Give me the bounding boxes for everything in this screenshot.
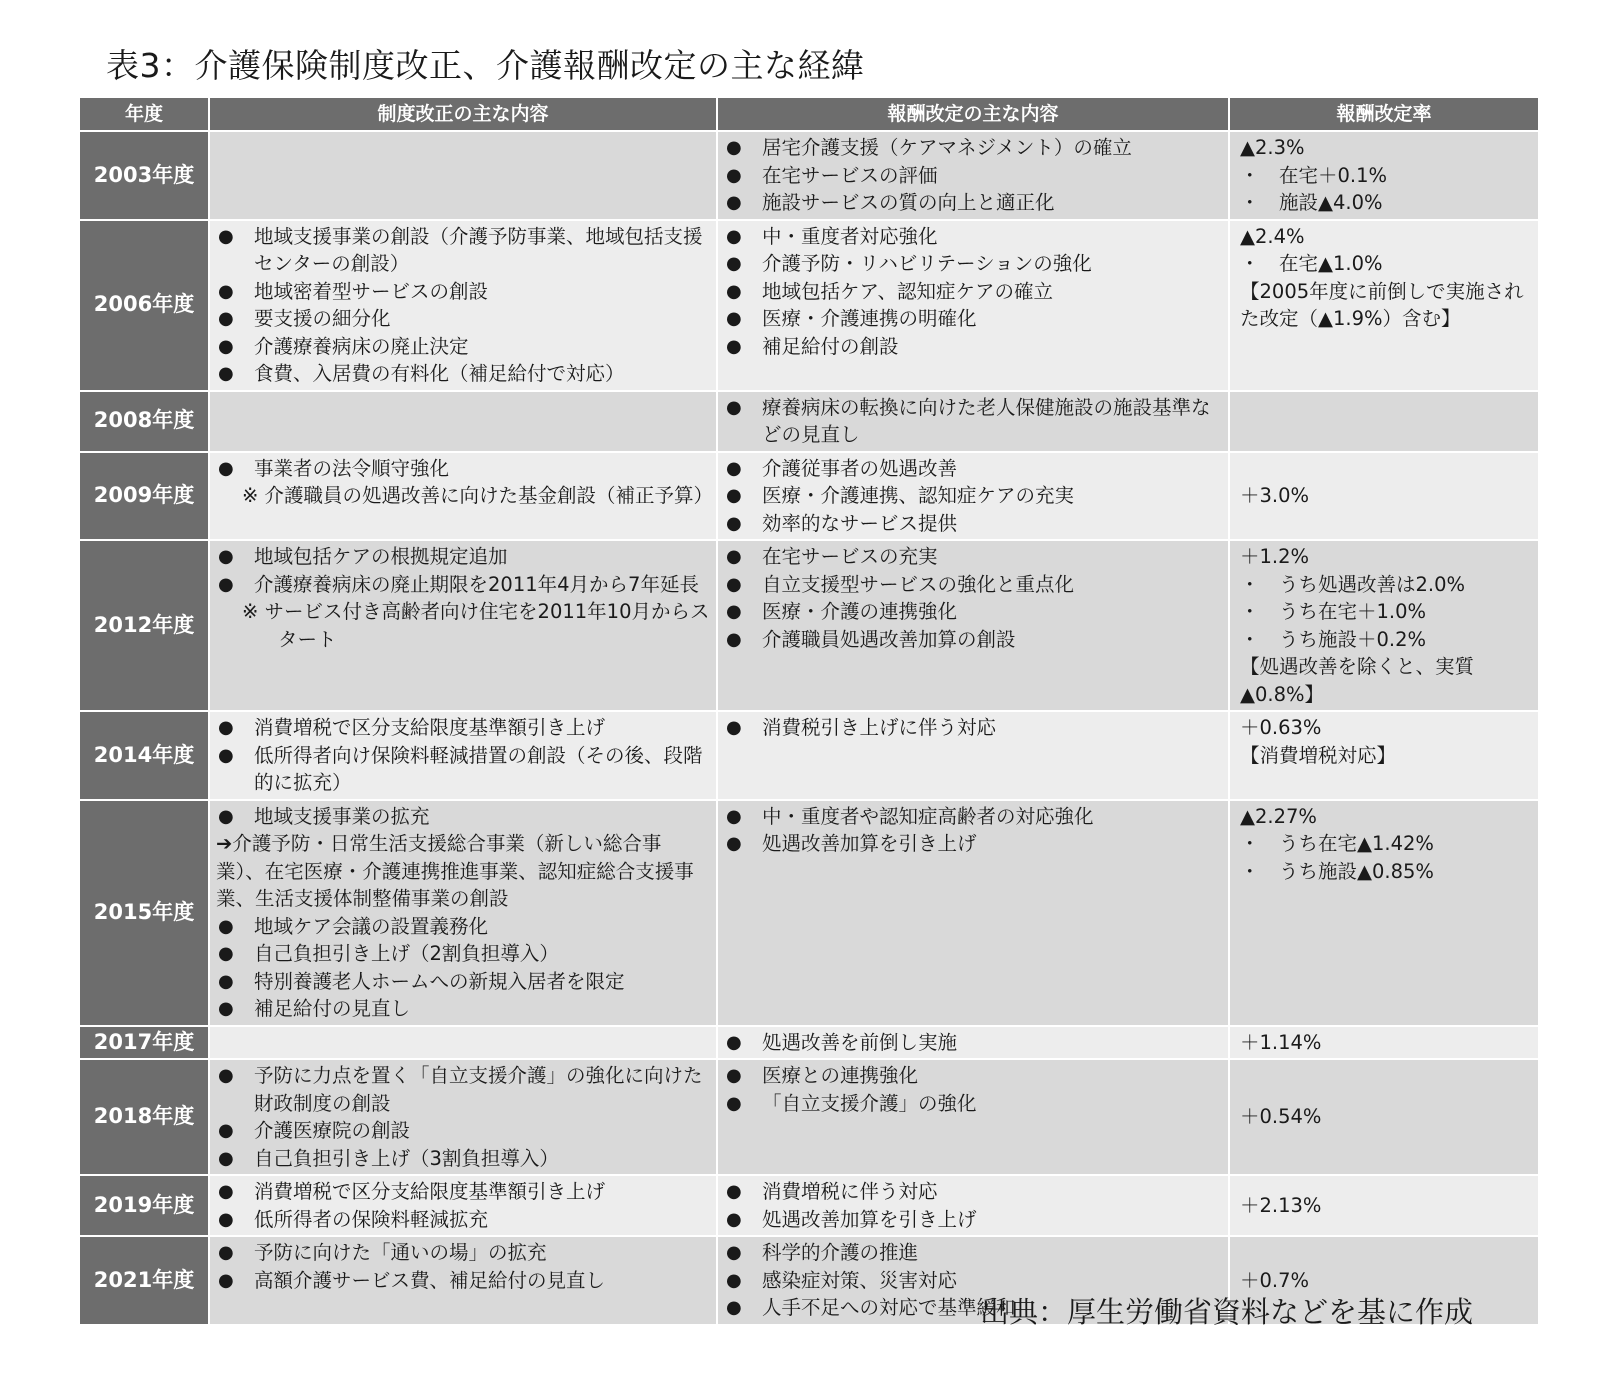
rate-line: ＋1.2%	[1240, 545, 1310, 568]
year-cell: 2015年度	[79, 800, 209, 1026]
system-item: ● 自己負担引き上げ（2割負担導入）	[216, 940, 710, 968]
rate-line: ＋0.7%	[1240, 1268, 1310, 1292]
rate-line: ・ うち在宅＋1.0%	[1240, 600, 1427, 623]
source-note: 出典：厚生労働省資料などを基に作成	[979, 1295, 1473, 1329]
reward-list	[724, 394, 1222, 449]
system-item: ● 補足給付の見直し	[216, 995, 710, 1023]
year-cell: 2003年度	[79, 131, 209, 220]
year-cell: 2006年度	[79, 220, 209, 391]
rate-cell	[1229, 452, 1539, 541]
rate-cell	[1229, 800, 1539, 1026]
reward-item: ● 中・重度者や認知症高齢者の対応強化	[724, 803, 1222, 831]
system-cell	[209, 220, 717, 391]
system-list	[216, 803, 710, 1023]
system-item: ● 介護療養病床の廃止期限を2011年4月から7年延長	[216, 571, 710, 599]
rate-line: ・ 在宅＋0.1%	[1240, 163, 1388, 187]
header-system: 制度改正の主な内容	[209, 97, 717, 131]
reward-item: ● 処遇改善を前倒し実施	[724, 1029, 1222, 1057]
rate-cell	[1229, 131, 1539, 220]
table-row	[79, 452, 1539, 541]
reward-item: ● 効率的なサービス提供	[724, 510, 1222, 538]
system-item: ● 自己負担引き上げ（3割負担導入）	[216, 1145, 710, 1173]
table-row	[79, 1175, 1539, 1236]
reward-item: ● 自立支援型サービスの強化と重点化	[724, 571, 1222, 599]
reward-list	[724, 455, 1222, 538]
system-item: ● 地域支援事業の拡充	[216, 803, 710, 831]
system-list	[216, 714, 710, 797]
year-cell: 2014年度	[79, 711, 209, 800]
table-row	[79, 800, 1539, 1026]
system-cell	[209, 391, 717, 452]
rate-line: ・ うち施設＋0.2%	[1240, 627, 1427, 651]
reward-item: ● 処遇改善加算を引き上げ	[724, 1206, 1222, 1234]
reward-cell	[717, 800, 1229, 1026]
reward-item: ● 療養病床の転換に向けた老人保健施設の施設基準などの見直し	[724, 394, 1222, 449]
system-item: ● 要支援の細分化	[216, 305, 710, 333]
system-item: ● 特別養護老人ホームへの新規入居者を限定	[216, 968, 710, 996]
rate-line: ・ うち施設▲0.85%	[1240, 859, 1434, 883]
rate-cell	[1229, 711, 1539, 800]
system-item: ● 高額介護サービス費、補足給付の見直し	[216, 1267, 710, 1295]
rate-cell	[1229, 220, 1539, 391]
system-list	[216, 223, 710, 388]
reward-item: ● 地域包括ケア、認知症ケアの確立	[724, 278, 1222, 306]
reward-list	[724, 1029, 1222, 1057]
system-list	[216, 1178, 710, 1233]
system-cell	[209, 1175, 717, 1236]
reward-list	[724, 134, 1222, 217]
year-cell: 2021年度	[79, 1236, 209, 1325]
rate-line: 【処遇改善を除くと、実質▲0.8%】	[1240, 655, 1475, 706]
history-table	[78, 96, 1538, 1326]
system-cell	[209, 1026, 717, 1060]
reward-cell	[717, 131, 1229, 220]
reward-item: ● 処遇改善加算を引き上げ	[724, 830, 1222, 858]
year-cell: 2018年度	[79, 1059, 209, 1175]
reward-item: ● 医療・介護連携、認知症ケアの充実	[724, 482, 1222, 510]
rate-line: ＋0.54%	[1240, 1105, 1322, 1129]
system-item: ● 介護療養病床の廃止決定	[216, 333, 710, 361]
system-item: ● 事業者の法令順守強化	[216, 455, 710, 483]
reward-item: ● 在宅サービスの評価	[724, 162, 1222, 190]
system-item: ● 食費、入居費の有料化（補足給付で対応）	[216, 360, 710, 388]
reward-item: ● 在宅サービスの充実	[724, 543, 1222, 571]
reward-list	[724, 803, 1222, 858]
rate-line: ・ 施設▲4.0%	[1240, 191, 1383, 214]
table-row	[79, 540, 1539, 711]
system-list	[216, 1062, 710, 1172]
reward-item: ● 補足給付の創設	[724, 333, 1222, 361]
reward-list	[724, 223, 1222, 361]
system-item: ● 地域支援事業の創設（介護予防事業、地域包括支援センターの創設）	[216, 223, 710, 278]
year-cell: 2017年度	[79, 1026, 209, 1060]
reward-item: ● 「自立支援介護」の強化	[724, 1090, 1222, 1118]
reward-cell	[717, 391, 1229, 452]
year-cell: 2012年度	[79, 540, 209, 711]
system-cell	[209, 452, 717, 541]
system-list	[216, 1239, 710, 1294]
system-item: ● 介護医療院の創設	[216, 1117, 710, 1145]
system-cell	[209, 1059, 717, 1175]
rate-line: ・ うち処遇改善は2.0%	[1240, 572, 1466, 596]
rate-line: ＋2.13%	[1240, 1193, 1322, 1217]
table-title: 表3：介護保険制度改正、介護報酬改定の主な経緯	[106, 46, 865, 85]
table-row	[79, 711, 1539, 800]
reward-item: ● 介護職員処遇改善加算の創設	[724, 626, 1222, 654]
table-row	[79, 1059, 1539, 1175]
header-rate: 報酬改定率	[1229, 97, 1539, 131]
reward-cell	[717, 452, 1229, 541]
rate-cell	[1229, 540, 1539, 711]
table-row	[79, 131, 1539, 220]
rate-line: 【消費増税対応】	[1240, 743, 1397, 767]
reward-item: ● 施設サービスの質の向上と適正化	[724, 189, 1222, 217]
table-body	[79, 131, 1539, 1325]
reward-item: ● 科学的介護の推進	[724, 1239, 1222, 1267]
system-item: ● 消費増税で区分支給限度基準額引き上げ	[216, 1178, 710, 1206]
reward-list	[724, 1062, 1222, 1117]
system-item: ● 予防に力点を置く「自立支援介護」の強化に向けた財政制度の創設	[216, 1062, 710, 1117]
system-cell	[209, 131, 717, 220]
system-cell	[209, 540, 717, 711]
reward-list	[724, 1178, 1222, 1233]
system-item: ● 地域ケア会議の設置義務化	[216, 913, 710, 941]
reward-item: ● 医療・介護連携の明確化	[724, 305, 1222, 333]
reward-cell	[717, 1175, 1229, 1236]
system-list	[216, 455, 714, 510]
rate-line: ▲2.27%	[1240, 804, 1317, 828]
reward-cell	[717, 540, 1229, 711]
system-item: ● 予防に向けた「通いの場」の拡充	[216, 1239, 710, 1267]
reward-item: ● 居宅介護支援（ケアマネジメント）の確立	[724, 134, 1222, 162]
header-reward: 報酬改定の主な内容	[717, 97, 1229, 131]
rate-line: ▲2.4%	[1240, 224, 1305, 248]
reward-item: ● 介護従事者の処遇改善	[724, 455, 1222, 483]
system-note: ※ 介護職員の処遇改善に向けた基金創設（補正予算）	[242, 484, 714, 507]
reward-item: ● 感染症対策、災害対応	[724, 1267, 1222, 1295]
reward-cell	[717, 1059, 1229, 1175]
reward-list	[724, 543, 1222, 653]
system-arrow-item: ➔介護予防・日常生活支援総合事業（新しい総合事業）、在宅医療・介護連携推進事業、認知症総合支援事業、生活支援体制整備事業の創設	[216, 832, 694, 910]
table-row	[79, 1026, 1539, 1060]
rate-line: ＋0.63%	[1240, 716, 1322, 739]
system-cell	[209, 1236, 717, 1325]
system-item: ● 地域密着型サービスの創設	[216, 278, 710, 306]
rate-cell	[1229, 1175, 1539, 1236]
reward-cell	[717, 711, 1229, 800]
table-row	[79, 391, 1539, 452]
header-year: 年度	[79, 97, 209, 131]
year-cell: 2009年度	[79, 452, 209, 541]
rate-line: ・ うち在宅▲1.42%	[1240, 832, 1434, 855]
system-item: ● 消費増税で区分支給限度基準額引き上げ	[216, 714, 710, 742]
system-note: ※ サービス付き高齢者向け住宅を2011年10月からスタート	[242, 600, 710, 651]
system-item: ● 低所得者の保険料軽減拡充	[216, 1206, 710, 1234]
rate-cell	[1229, 1026, 1539, 1060]
rate-line: ＋1.14%	[1240, 1030, 1322, 1054]
reward-item: ● 消費税引き上げに伴う対応	[724, 714, 1222, 742]
table-row	[79, 220, 1539, 391]
reward-item: ● 医療・介護の連携強化	[724, 598, 1222, 626]
header-row	[79, 97, 1539, 131]
history-table-grid	[78, 96, 1540, 1326]
rate-cell	[1229, 1059, 1539, 1175]
rate-line: ・ 在宅▲1.0%	[1240, 252, 1383, 275]
year-cell: 2019年度	[79, 1175, 209, 1236]
system-cell	[209, 800, 717, 1026]
year-cell: 2008年度	[79, 391, 209, 452]
reward-cell	[717, 220, 1229, 391]
system-cell	[209, 711, 717, 800]
system-item: ● 地域包括ケアの根拠規定追加	[216, 543, 710, 571]
system-item: ● 低所得者向け保険料軽減措置の創設（その後、段階的に拡充）	[216, 742, 710, 797]
reward-list	[724, 714, 1222, 742]
reward-item: ● 消費増税に伴う対応	[724, 1178, 1222, 1206]
reward-item: ● 人手不足への対応で基準緩和	[724, 1294, 1222, 1322]
reward-item: ● 中・重度者対応強化	[724, 223, 1222, 251]
rate-line: ▲2.3%	[1240, 136, 1305, 159]
rate-cell	[1229, 391, 1539, 452]
reward-item: ● 医療との連携強化	[724, 1062, 1222, 1090]
rate-line: ＋3.0%	[1240, 484, 1310, 507]
reward-item: ● 介護予防・リハビリテーションの強化	[724, 250, 1222, 278]
reward-cell	[717, 1026, 1229, 1060]
system-list	[216, 543, 710, 653]
rate-line: 【2005年度に前倒しで実施された改定（▲1.9%）含む】	[1240, 279, 1524, 330]
